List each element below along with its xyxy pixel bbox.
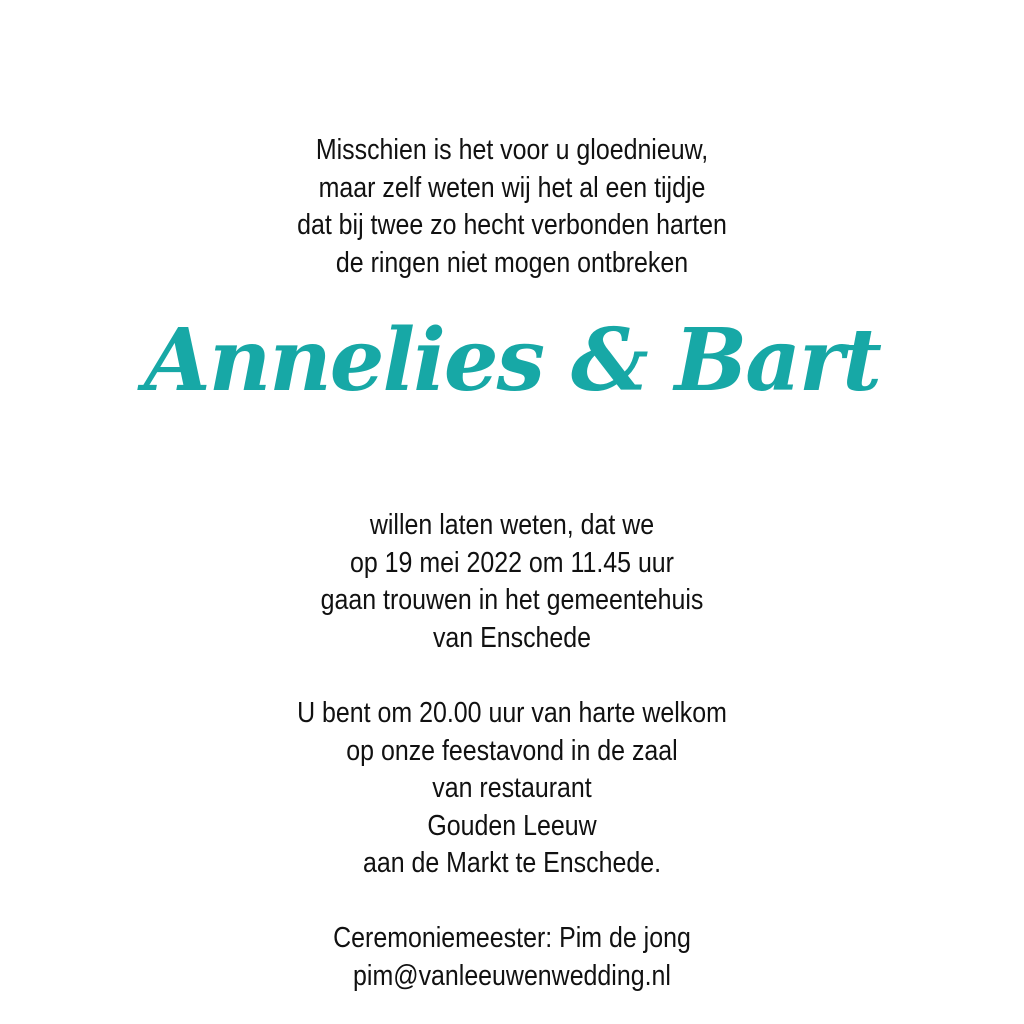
- poem-line: maar zelf weten wij het al een tijdje: [318, 171, 706, 204]
- invitation-text: [72, 507, 953, 657]
- party-line: U bent om 20.00 uur van harte welkom: [297, 697, 727, 729]
- party-line: Gouden Leeuw: [427, 809, 597, 842]
- invitation-line: van Enschede: [432, 621, 592, 654]
- invitation-line: willen laten weten, dat we: [369, 509, 655, 541]
- poem-line: Misschien is het voor u gloednieuw,: [315, 134, 709, 166]
- poem-line: de ringen niet mogen ontbreken: [335, 246, 689, 279]
- contact-info: [72, 920, 953, 995]
- party-line: op onze feestavond in de zaal: [346, 734, 678, 767]
- party-line: aan de Markt te Enschede.: [362, 847, 662, 879]
- poem-line: dat bij twee zo hecht verbonden harten: [297, 209, 727, 241]
- party-text: [72, 695, 953, 883]
- contact-email: pim@vanleeuwenwedding.nl: [353, 959, 671, 992]
- party-line: van restaurant: [432, 772, 592, 804]
- invitation-line: op 19 mei 2022 om 11.45 uur: [350, 546, 674, 579]
- poem-text: [72, 132, 953, 282]
- master-of-ceremonies: Ceremoniemeester: Pim de jong: [333, 922, 691, 954]
- invitation-line: gaan trouwen in het gemeentehuis: [320, 584, 704, 616]
- couple-names: Annelies & Bart: [144, 310, 880, 411]
